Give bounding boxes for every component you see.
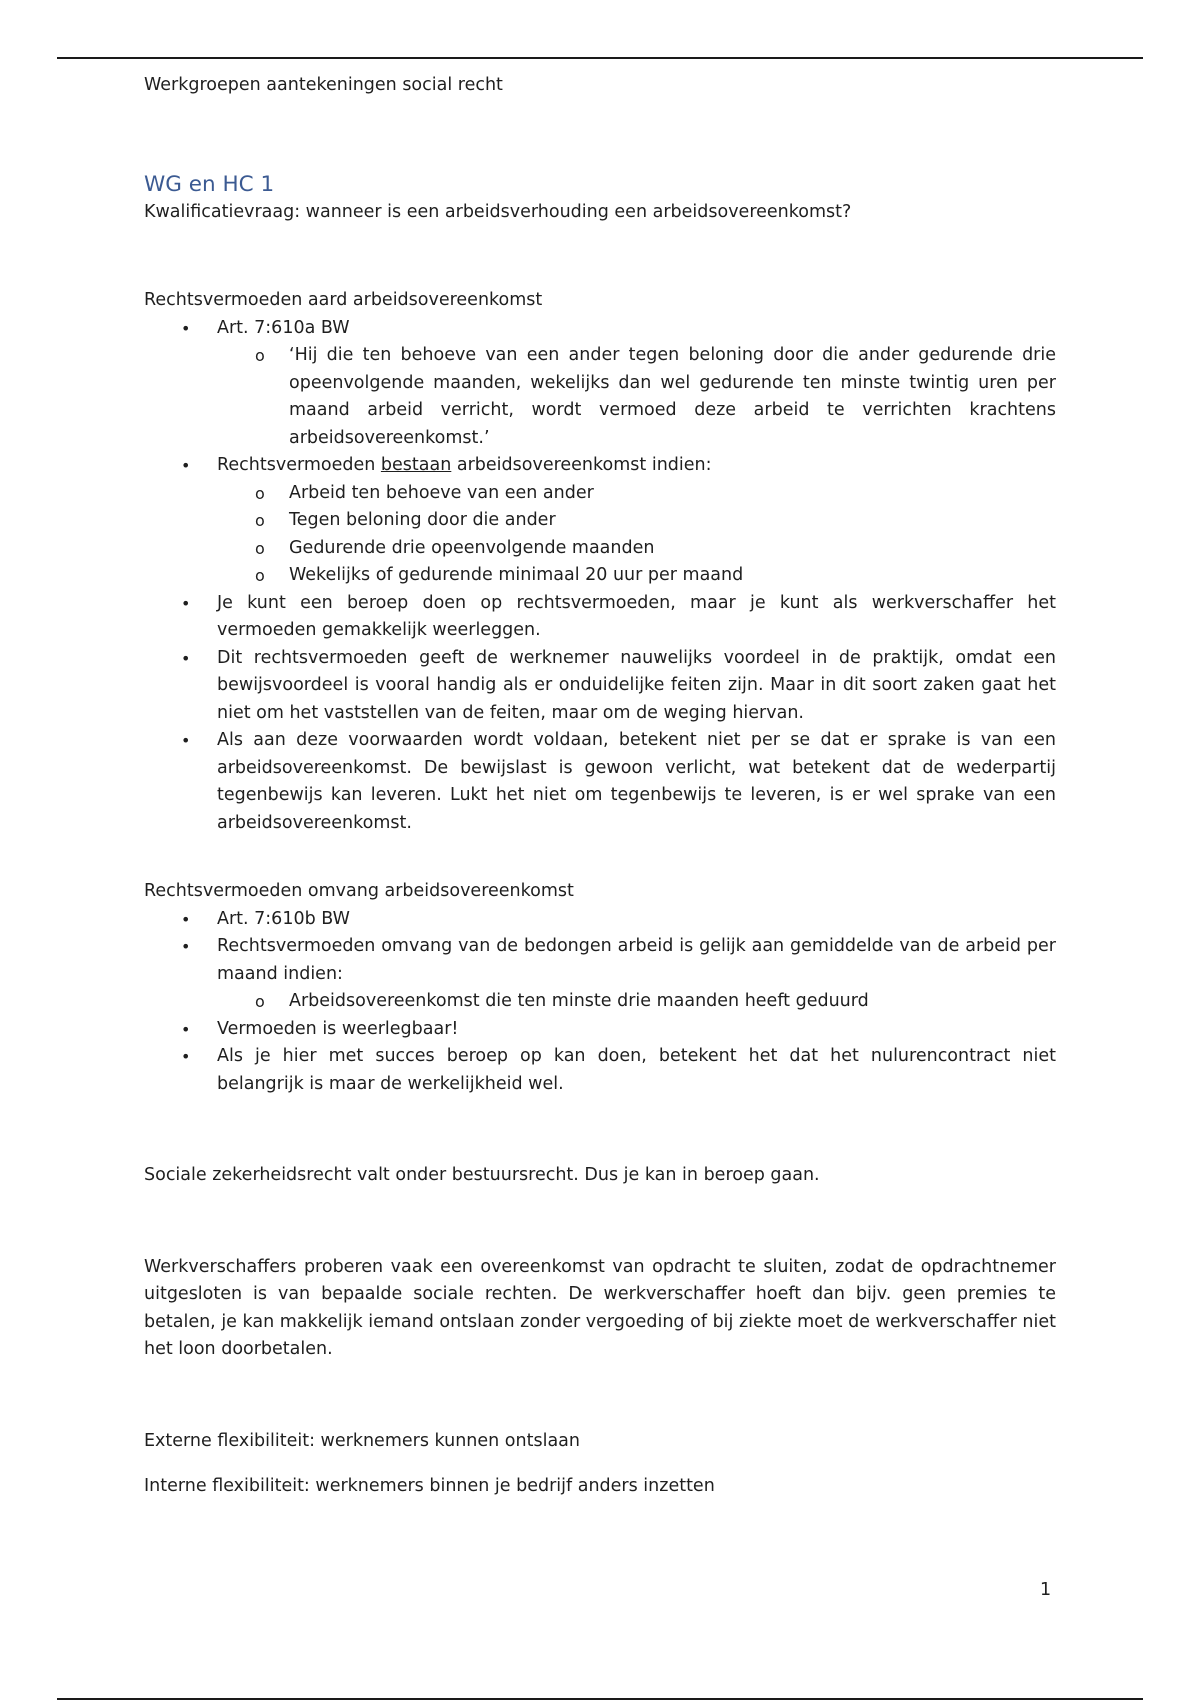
sub-bullet-glyph: o <box>255 992 265 1011</box>
heading-omvang: Rechtsvermoeden omvang arbeidsovereenkomst <box>144 881 574 901</box>
article-quote: ‘Hij die ten behoeve van een ander tegen beloning door die ander gedurende drie opeenvolgende maanden, wekelijks dan wel gedurende ten minste twintig uren per maand arbeid verricht, wordt vermoed deze arbeid te verrichten krachtens arbeidsovereenkomst.’ <box>289 345 1056 448</box>
sub-list-conditions <box>217 480 1056 590</box>
article-reference: Art. 7:610b BW <box>217 908 350 929</box>
underlined-term: bestaan <box>380 455 452 475</box>
sub-list-omvang <box>217 988 1056 1016</box>
paragraph-sociale-zekerheid: Sociale zekerheidsrecht valt onder bestuursrecht. Dus je kan in beroep gaan. <box>144 1165 820 1185</box>
sub-list-item <box>217 535 1056 563</box>
list-item-text-after: arbeidsovereenkomst indien: <box>451 455 712 475</box>
sub-bullet-glyph: o <box>255 566 265 585</box>
list-omvang <box>144 906 1056 1099</box>
section-title: WG en HC 1 <box>144 171 275 197</box>
list-item <box>144 645 1056 728</box>
bullet-glyph: • <box>181 909 191 929</box>
bullet-glyph: • <box>181 456 191 475</box>
list-item-text-before: Rechtsvermoeden <box>217 455 381 475</box>
paragraph-interne-flexibiliteit: Interne flexibiliteit: werknemers binnen je bedrijf anders inzetten <box>144 1476 715 1496</box>
page-number: 1 <box>1040 1580 1052 1600</box>
sub-bullet-glyph: o <box>255 511 265 530</box>
list-item <box>144 906 1056 934</box>
bullet-glyph: • <box>181 648 191 668</box>
list-aard <box>144 315 1056 838</box>
list-item <box>144 315 1056 453</box>
qualification-question: Kwalificatievraag: wanneer is een arbeidsverhouding een arbeidsovereenkomst? <box>144 201 852 222</box>
sub-bullet-glyph: o <box>255 483 265 503</box>
sub-list-item <box>217 562 1056 590</box>
running-header: Werkgroepen aantekeningen social recht <box>144 75 503 95</box>
list-item <box>144 727 1056 837</box>
paragraph-werkverschaffers: Werkverschaffers proberen vaak een overeenkomst van opdracht te sluiten, zodat de opdrachtnemer uitgesloten is van bepaalde sociale rechten. De werkverschaffer hoeft dan bijv. geen premies te betalen, je kan makkelijk iemand ontslaan zonder vergoeding of bij ziekte moet de werkverschaffer niet het loon doorbetalen. <box>144 1256 1056 1359</box>
sub-list-item <box>217 507 1056 535</box>
condition-text: Gedurende drie opeenvolgende maanden <box>289 537 655 558</box>
condition-text: Arbeid ten behoeve van een ander <box>289 482 594 503</box>
bullet-glyph: • <box>181 318 191 338</box>
list-item-text: Vermoeden is weerlegbaar! <box>217 1018 459 1039</box>
paragraph-externe-flexibiliteit: Externe flexibiliteit: werknemers kunnen ontslaan <box>144 1430 580 1451</box>
list-item <box>144 452 1056 590</box>
condition-text: Tegen beloning door die ander <box>289 510 556 530</box>
article-reference: Art. 7:610a BW <box>217 317 350 338</box>
document-page <box>144 72 1056 1501</box>
sub-list-item <box>217 480 1056 508</box>
list-item-text: Als je hier met succes beroep op kan doen, betekent het dat het nulurencontract niet belangrijk is maar de werkelijkheid wel. <box>217 1046 1056 1094</box>
sub-bullet-glyph: o <box>255 538 265 558</box>
list-item <box>144 1016 1056 1044</box>
list-item-text: Je kunt een beroep doen op rechtsvermoeden, maar je kunt als werkverschaffer het vermoeden gemakkelijk weerleggen. <box>217 592 1056 640</box>
bullet-glyph: • <box>181 593 191 613</box>
bullet-glyph: • <box>181 937 191 956</box>
condition-text: Wekelijks of gedurende minimaal 20 uur per maand <box>289 565 744 585</box>
sub-bullet-glyph: o <box>255 346 265 365</box>
list-item <box>144 590 1056 645</box>
list-item-text: Rechtsvermoeden omvang van de bedongen arbeid is gelijk aan gemiddelde van de arbeid per maand indien: <box>217 936 1056 984</box>
top-rule <box>57 57 1143 59</box>
sub-list-item <box>217 988 1056 1016</box>
heading-aard: Rechtsvermoeden aard arbeidsovereenkomst <box>144 290 543 310</box>
bullet-glyph: • <box>181 1047 191 1066</box>
bullet-glyph: • <box>181 731 191 750</box>
condition-text: Arbeidsovereenkomst die ten minste drie maanden heeft geduurd <box>289 991 869 1011</box>
list-item <box>144 933 1056 1016</box>
list-item <box>144 1043 1056 1098</box>
list-item-text: Als aan deze voorwaarden wordt voldaan, betekent niet per se dat er sprake is van een arbeidsovereenkomst. De bewijslast is gewoon verlicht, wat betekent dat de wederpartij tegenbewijs kan leveren. Lukt het niet om tegenbewijs te leveren, is er wel sprake van een arbeidsovereenkomst. <box>217 730 1056 833</box>
sub-list-item <box>217 342 1056 452</box>
sub-list-quote <box>217 342 1056 452</box>
bullet-glyph: • <box>181 1019 191 1039</box>
list-item-text: Dit rechtsvermoeden geeft de werknemer nauwelijks voordeel in de praktijk, omdat een bewijsvoordeel is vooral handig als er onduidelijke feiten zijn. Maar in dit soort zaken gaat het niet om het vaststellen van de feiten, maar om de weging hiervan. <box>217 647 1056 723</box>
